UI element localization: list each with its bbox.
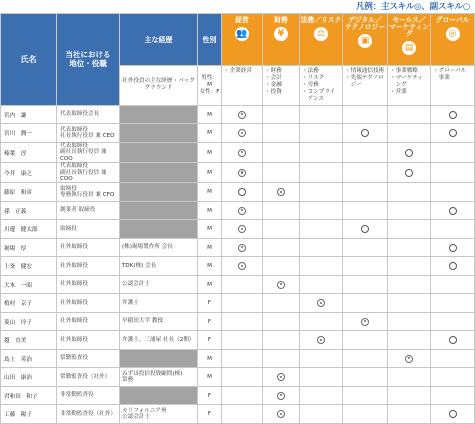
- member-sex: M: [198, 183, 222, 202]
- skill-cell: [263, 257, 300, 276]
- career-cell-na: [120, 386, 198, 405]
- member-sex: M: [198, 238, 222, 257]
- member-position: 創業者 取締役: [57, 201, 120, 220]
- skill-cell: [343, 386, 388, 405]
- skill-cell: [343, 257, 388, 276]
- skill-cell: [388, 257, 431, 276]
- skill-cell: [431, 124, 475, 143]
- skill-cell: [300, 294, 343, 313]
- skill-cell: [343, 201, 388, 220]
- skill-cell: [431, 163, 475, 183]
- chart-icon: ▤: [402, 41, 416, 55]
- member-career: 早稲田大学 教授: [120, 312, 198, 331]
- skill-cell: [431, 312, 475, 331]
- skill-cell: [388, 331, 431, 350]
- member-name: 宮川 潤一: [1, 124, 57, 143]
- member-sex: M: [198, 124, 222, 143]
- member-position: 代表取締役会長: [57, 105, 120, 124]
- member-position: 取締役: [57, 220, 120, 239]
- skill-cell: [300, 349, 343, 368]
- skill-cell: [263, 238, 300, 257]
- member-name: 工藤 陽子: [1, 405, 57, 424]
- skill-cell: [300, 163, 343, 183]
- skill-cell: [222, 238, 263, 257]
- member-position: 常勤監査役（社外）: [57, 368, 120, 387]
- header-skill-digital: デジタル／ テクノロジー ▣: [343, 14, 388, 66]
- skill-cell: [343, 142, 388, 162]
- subtitle-digital: ・情報通信技術 ・先端テクノロ ジー: [343, 66, 388, 106]
- skill-cell: [300, 105, 343, 124]
- header-position: 当社における 地位・役職: [57, 14, 120, 106]
- skill-cell: [263, 163, 300, 183]
- skill-cell: [222, 275, 263, 294]
- member-sex: M: [198, 349, 222, 368]
- skill-cell: [431, 183, 475, 202]
- skill-cell: [263, 386, 300, 405]
- table-row: [1, 163, 475, 183]
- table-row: [1, 405, 475, 424]
- skill-cell: [388, 201, 431, 220]
- skill-cell: [263, 294, 300, 313]
- sub-skill-icon: [238, 188, 246, 196]
- member-sex: M: [198, 142, 222, 162]
- member-name: 島上 英治: [1, 349, 57, 368]
- header-name: 氏名: [1, 14, 57, 106]
- skill-cell: [222, 163, 263, 183]
- header-sex: 性別: [198, 14, 222, 66]
- member-sex: M: [198, 220, 222, 239]
- career-cell-na: [120, 163, 198, 183]
- skill-cell: [263, 220, 300, 239]
- member-name: 川邊 健太郎: [1, 220, 57, 239]
- skill-cell: [222, 183, 263, 202]
- computer-icon: ▣: [358, 34, 372, 48]
- skill-cell: [300, 201, 343, 220]
- legend: 凡例：主スキル◎、副スキル○: [356, 2, 470, 12]
- skill-cell: [343, 331, 388, 350]
- skill-cell: [263, 142, 300, 162]
- skill-cell: [222, 220, 263, 239]
- skill-cell: [222, 331, 263, 350]
- header-career: 主な経歴: [120, 14, 198, 66]
- sub-skill-icon: [449, 262, 457, 270]
- header-career-sub: 社外役員の主な経歴・バックグラウンド: [120, 66, 198, 106]
- skill-cell: [343, 163, 388, 183]
- table-row: [1, 124, 475, 143]
- member-position: 社外取締役: [57, 275, 120, 294]
- member-sex: M: [198, 368, 222, 387]
- people-icon: 👥: [236, 29, 248, 40]
- member-career: (株)堀場製作所 会長: [120, 238, 198, 257]
- skill-cell: [263, 312, 300, 331]
- table-row: [1, 349, 475, 368]
- table-row: [1, 368, 475, 387]
- main-skill-icon: [238, 207, 246, 215]
- main-skill-icon: [277, 392, 285, 400]
- table-row: [1, 294, 475, 313]
- table-row: [1, 238, 475, 257]
- table-row: [1, 275, 475, 294]
- skill-cell: [343, 405, 388, 424]
- table-row: [1, 105, 475, 124]
- subtitle-sales: ・事業戦略 ・マーケティ ング ・営業: [388, 66, 431, 106]
- skill-cell: [263, 105, 300, 124]
- member-sex: M: [198, 105, 222, 124]
- main-skill-icon: [317, 336, 325, 344]
- member-name: 堀場 厚: [1, 238, 57, 257]
- sub-skill-icon: [449, 207, 457, 215]
- skill-cell: [388, 294, 431, 313]
- career-cell-na: [120, 220, 198, 239]
- member-sex: M: [198, 163, 222, 183]
- skill-cell: [300, 368, 343, 387]
- yen-icon: ¥: [274, 27, 288, 41]
- skill-cell: [222, 201, 263, 220]
- member-name: 大木 一昭: [1, 275, 57, 294]
- skill-cell: [343, 105, 388, 124]
- subtitle-management: ・企業経営: [222, 66, 263, 106]
- skill-cell: [431, 105, 475, 124]
- member-career: 公認会計士: [120, 275, 198, 294]
- skill-cell: [343, 220, 388, 239]
- skill-cell: [388, 220, 431, 239]
- skill-cell: [431, 142, 475, 162]
- member-position: 社外取締役: [57, 312, 120, 331]
- skill-cell: [431, 257, 475, 276]
- member-name: 今井 康之: [1, 163, 57, 183]
- skill-cell: [300, 142, 343, 162]
- member-position: 代表取締役 副社長執行役員 兼 COO: [57, 163, 120, 183]
- header-skill-global: グローバル ◎: [431, 14, 475, 66]
- member-career: 弁護士: [120, 294, 198, 313]
- sub-skill-icon: [405, 149, 413, 157]
- skill-cell: [222, 124, 263, 143]
- career-cell-na: [120, 201, 198, 220]
- member-position: 代表取締役 副社長執行役員 兼 COO: [57, 142, 120, 162]
- sub-skill-icon: [405, 169, 413, 177]
- member-career: カリフォルニア州 公認会計士: [120, 405, 198, 424]
- main-skill-icon: [238, 149, 246, 157]
- skill-cell: [388, 142, 431, 162]
- subtitle-finance: ・財務 ・会計 ・金融 ・投資: [263, 66, 300, 106]
- skill-cell: [343, 238, 388, 257]
- skill-cell: [222, 105, 263, 124]
- member-sex: F: [198, 386, 222, 405]
- header-skill-management: 経営 👥: [222, 14, 263, 66]
- member-name: 孫 正義: [1, 201, 57, 220]
- skill-cell: [388, 312, 431, 331]
- skill-cell: [300, 275, 343, 294]
- member-position: 非常勤監査役: [57, 386, 120, 405]
- header-skill-finance: 財務 ¥: [263, 14, 300, 66]
- career-cell-na: [120, 124, 198, 143]
- skill-cell: [388, 124, 431, 143]
- member-position: 非常勤監査役（社外）: [57, 405, 120, 424]
- header-skill-legal: 法務／リスク ⚖: [300, 14, 343, 66]
- main-skill-icon: [277, 281, 285, 289]
- subtitle-legal: ・法務 ・リスク ・労務 ・コンプライ アンス: [300, 66, 343, 106]
- sub-skill-icon: [449, 336, 457, 344]
- career-cell-na: [120, 105, 198, 124]
- career-cell-na: [120, 349, 198, 368]
- skill-cell: [222, 349, 263, 368]
- member-position: 社外取締役: [57, 331, 120, 350]
- skill-cell: [222, 312, 263, 331]
- skill-cell: [222, 368, 263, 387]
- member-position: 社外取締役: [57, 294, 120, 313]
- skill-cell: [343, 294, 388, 313]
- skill-cell: [263, 349, 300, 368]
- table-row: [1, 312, 475, 331]
- gavel-icon: ⚖: [314, 27, 328, 41]
- member-sex: F: [198, 312, 222, 331]
- skill-cell: [431, 368, 475, 387]
- main-skill-icon: [317, 299, 325, 307]
- skill-cell: [388, 238, 431, 257]
- table-row: [1, 386, 475, 405]
- skill-cell: [300, 405, 343, 424]
- member-name: 植村 京子: [1, 294, 57, 313]
- header-skill-sales: セールス／ マーケティング ▤: [388, 14, 431, 66]
- skill-cell: [431, 331, 475, 350]
- skill-cell: [300, 386, 343, 405]
- skill-cell: [431, 386, 475, 405]
- skill-cell: [343, 349, 388, 368]
- table-row: [1, 220, 475, 239]
- skill-cell: [431, 349, 475, 368]
- member-position: 社外取締役: [57, 257, 120, 276]
- skill-cell: [388, 275, 431, 294]
- main-skill-icon: [405, 355, 413, 363]
- career-cell-na: [120, 142, 198, 162]
- skill-cell: [300, 238, 343, 257]
- main-skill-icon: [277, 410, 285, 418]
- skill-cell: [343, 368, 388, 387]
- member-name: 上釜 健宏: [1, 257, 57, 276]
- skill-cell: [263, 331, 300, 350]
- member-sex: M: [198, 275, 222, 294]
- skill-cell: [222, 386, 263, 405]
- skill-cell: [388, 105, 431, 124]
- skill-cell: [300, 220, 343, 239]
- member-position: 社外取締役: [57, 238, 120, 257]
- sub-skill-icon: [449, 244, 457, 252]
- sub-skill-icon: [449, 129, 457, 137]
- main-skill-icon: [238, 262, 246, 270]
- member-name: 菱山 玲子: [1, 312, 57, 331]
- table-row: [1, 257, 475, 276]
- member-sex: M: [198, 257, 222, 276]
- main-skill-icon: [238, 244, 246, 252]
- member-career: TDK(株) 会長: [120, 257, 198, 276]
- sub-skill-icon: [449, 111, 457, 119]
- skill-cell: [300, 331, 343, 350]
- skill-cell: [263, 405, 300, 424]
- skill-cell: [431, 201, 475, 220]
- member-name: 榛葉 淳: [1, 142, 57, 162]
- skill-cell: [431, 294, 475, 313]
- sub-skill-icon: [361, 225, 369, 233]
- subtitle-global: ・グローバル 事業: [431, 66, 475, 106]
- skill-cell: [263, 183, 300, 202]
- skill-cell: [431, 275, 475, 294]
- skill-cell: [263, 124, 300, 143]
- main-skill-icon: [277, 373, 285, 381]
- skill-cell: [300, 312, 343, 331]
- skill-cell: [222, 142, 263, 162]
- skill-cell: [388, 183, 431, 202]
- skill-cell: [388, 368, 431, 387]
- table-row: [1, 201, 475, 220]
- member-name: 宮内 謙: [1, 105, 57, 124]
- main-skill-icon: [238, 111, 246, 119]
- skill-cell: [343, 124, 388, 143]
- main-skill-icon: [238, 129, 246, 137]
- member-name: 君和田 和子: [1, 386, 57, 405]
- table-row: [1, 331, 475, 350]
- skill-cell: [222, 257, 263, 276]
- skill-cell: [343, 183, 388, 202]
- member-sex: F: [198, 331, 222, 350]
- skill-cell: [222, 405, 263, 424]
- skill-cell: [388, 349, 431, 368]
- skills-matrix-table: [0, 13, 475, 424]
- skill-cell: [431, 405, 475, 424]
- skill-cell: [343, 312, 388, 331]
- skill-cell: [263, 275, 300, 294]
- member-name: 越 直美: [1, 331, 57, 350]
- member-career: 弁護士、三浦屋 社長（2期）: [120, 331, 198, 350]
- table-row: [1, 183, 475, 202]
- member-name: 山田 康治: [1, 368, 57, 387]
- member-position: 代表取締役 社長執行役員 兼 CEO: [57, 124, 120, 143]
- member-sex: M: [198, 201, 222, 220]
- main-skill-icon: [238, 169, 246, 177]
- globe-icon: ◎: [446, 27, 460, 41]
- skill-cell: [263, 201, 300, 220]
- skill-cell: [222, 294, 263, 313]
- main-skill-icon: [238, 225, 246, 233]
- member-name: 藤原 和彦: [1, 183, 57, 202]
- skill-cell: [343, 275, 388, 294]
- main-skill-icon: [277, 188, 285, 196]
- skill-cell: [300, 257, 343, 276]
- table-row: [1, 142, 475, 162]
- skill-cell: [300, 183, 343, 202]
- career-cell-na: [120, 183, 198, 202]
- skill-cell: [263, 368, 300, 387]
- member-career: みずほ投信投資顧問(株) 常務: [120, 368, 198, 387]
- sub-skill-icon: [449, 410, 457, 418]
- skill-cell: [300, 124, 343, 143]
- skill-cell: [388, 386, 431, 405]
- member-position: 取締役 専務執行役員 兼 CFO: [57, 183, 120, 202]
- sub-skill-icon: [361, 129, 369, 137]
- skill-cell: [431, 220, 475, 239]
- skill-cell: [431, 238, 475, 257]
- main-skill-icon: [361, 318, 369, 326]
- table-body: [1, 105, 475, 423]
- member-sex: F: [198, 294, 222, 313]
- header-sex-sub: 男性：M 女性：F: [198, 66, 222, 106]
- skill-cell: [388, 163, 431, 183]
- member-position: 常勤監査役: [57, 349, 120, 368]
- member-sex: F: [198, 405, 222, 424]
- skill-cell: [388, 405, 431, 424]
